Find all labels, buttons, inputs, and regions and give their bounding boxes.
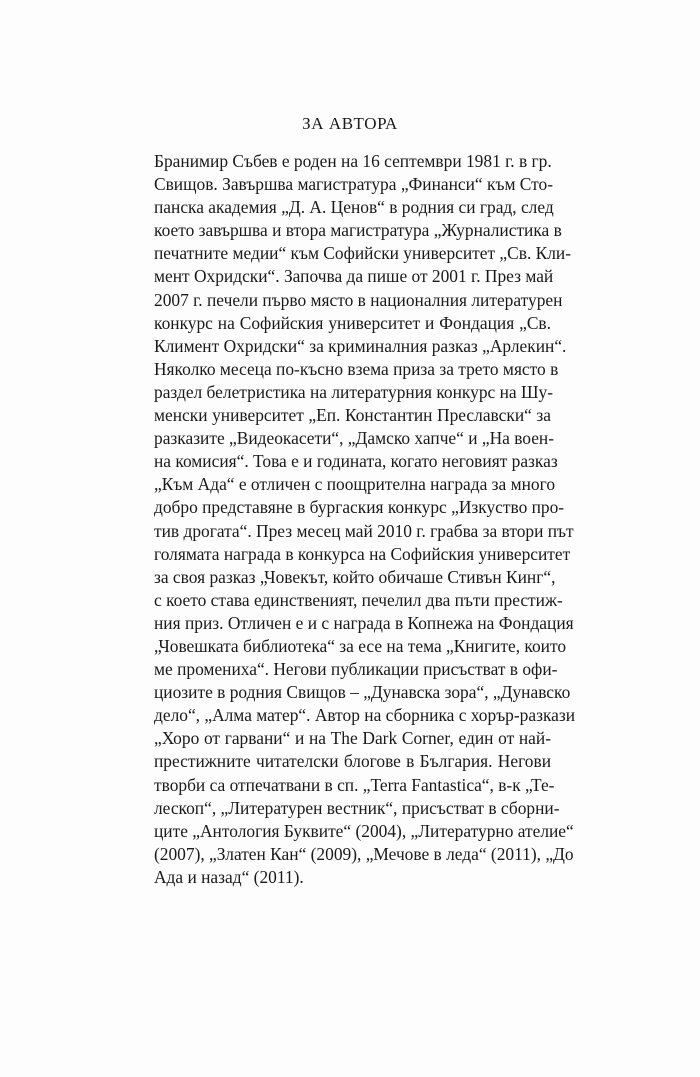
paragraph-line: „Хоро от гарвани“ и на The Dark Corner, един от най- (154, 728, 551, 749)
paragraph-line: печатните медии“ към Софийски университет „Св. Кли- (154, 243, 572, 264)
paragraph-line: (2007), „Златен Кан“ (2009), „Мечове в леда“ (2011), „До (154, 843, 574, 864)
paragraph-line: панска академия „Д. А. Ценов“ в родния си град, след (154, 197, 554, 218)
paragraph-line: добро представяне в бургаския конкурс „Изкуство про- (154, 497, 565, 518)
paragraph-line: с което става единственият, печелил два пъти престиж- (154, 589, 563, 610)
paragraph-line: „Човешката библиотека“ за есе на тема „Книгите, които (154, 635, 567, 656)
paragraph-line: дело“, „Алма матер“. Автор на сборника с хорър-разкази (154, 705, 576, 726)
paragraph-line: конкурс на Софийския университет и Фондация „Св. (154, 312, 551, 333)
section-heading: ЗА АВТОРА (302, 114, 398, 133)
paragraph-line: ците „Антология Буквите“ (2004), „Литературно ателие“ (154, 820, 574, 841)
paragraph-line: творби са отпечатвани в сп. „Terra Fantastica“, в-к „Те- (154, 774, 555, 795)
paragraph-line: Ада и назад“ (2011). (154, 866, 304, 887)
paragraph-line: 2007 г. печели първо място в националния литературен (154, 289, 563, 310)
paragraph-line: Няколко месеца по-късно взема приза за трето място в (154, 358, 559, 379)
paragraph-line: което завършва и втора магистратура „Журналистика в (154, 220, 562, 241)
paragraph-line: раздел белетристика на литературния конкурс на Шу- (154, 381, 553, 402)
paragraph-line: Свищов. Завършва магистратура „Финанси“ към Сто- (154, 174, 554, 195)
paragraph-line: ния приз. Отличен е и с награда в Копнежа на Фондация (154, 612, 574, 633)
paragraph-line: разказите „Видеокасети“, „Дамско хапче“ и „На воен- (154, 428, 555, 449)
paragraph-line: Климент Охридски“ за криминалния разказ „Арлекин“. (154, 335, 567, 356)
paragraph-line: мент Охридски“. Започва да пише от 2001 г. През май (154, 266, 554, 287)
author-biography-paragraph (154, 150, 576, 889)
paragraph-line: за своя разказ „Човекът, който обичаше Стивън Кинг“, (154, 566, 556, 587)
paragraph-line: голямата награда в конкурса на Софийския университет (154, 543, 571, 564)
paragraph-line: ме промениха“. Негови публикации присъстват в офи- (154, 659, 558, 680)
paragraph-line: на комисия“. Това е и годината, когато неговият разказ (154, 451, 558, 472)
paragraph-line: „Към Ада“ е отличен с поощрителна награда за много (154, 474, 556, 495)
paragraph-line: менски университет „Еп. Константин Преславски“ за (154, 405, 551, 426)
paragraph-line: тив дрогата“. През месец май 2010 г. грабва за втори път (154, 520, 574, 541)
paragraph-line: престижните читателски блогове в България. Негови (154, 751, 551, 772)
paragraph-line: циозите в родния Свищов – „Дунавска зора“, „Дунавско (154, 682, 571, 703)
paragraph-line: лескоп“, „Литературен вестник“, присъстват в сборни- (154, 797, 560, 818)
paragraph-line: Бранимир Събев е роден на 16 септември 1981 г. в гр. (154, 151, 552, 171)
